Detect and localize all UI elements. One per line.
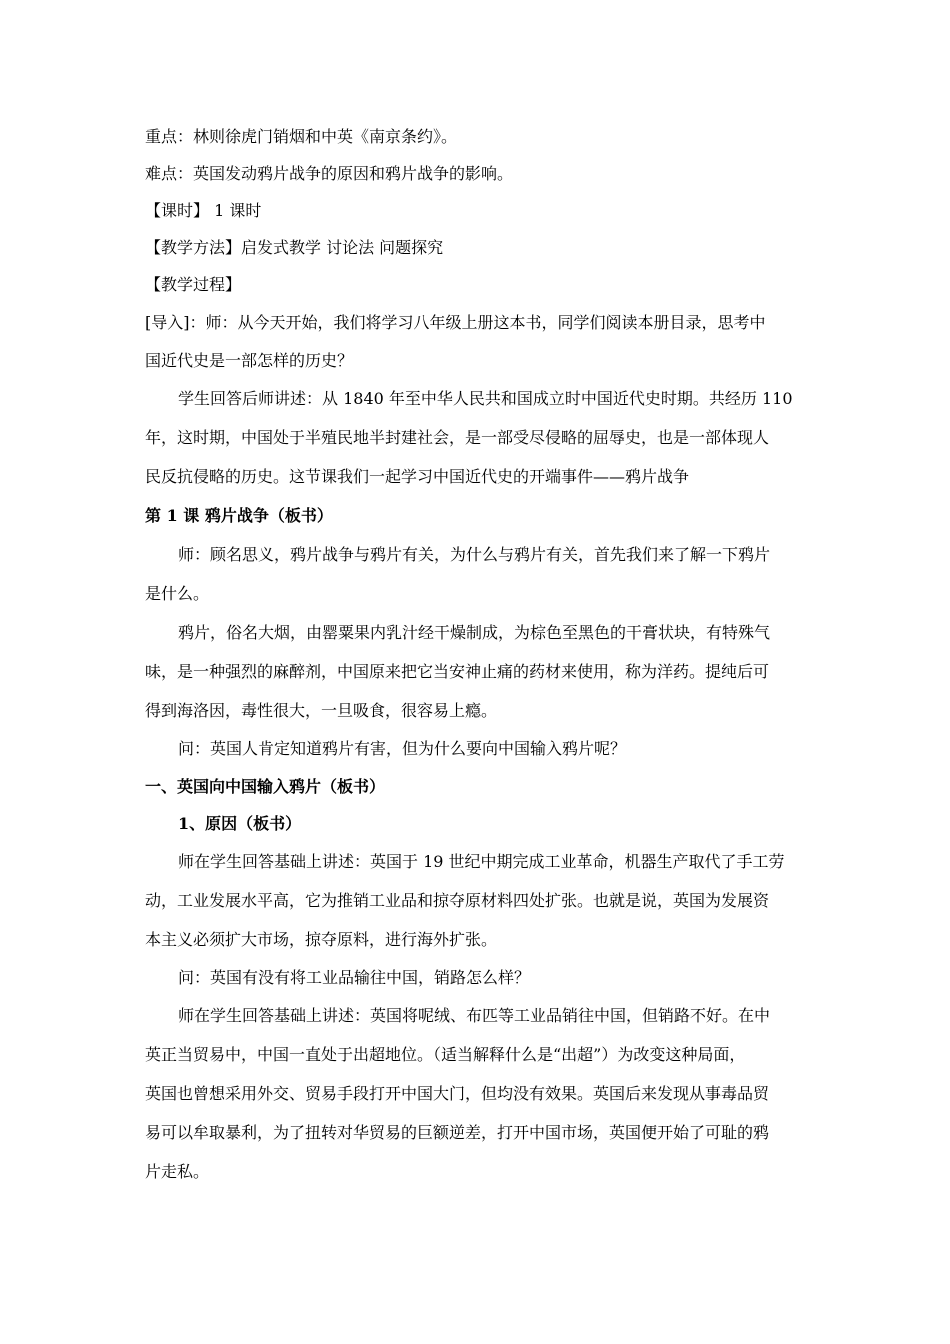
key-point-line: 重点：林则徐虎门销烟和中英《南京条约》。 (145, 127, 458, 146)
paragraph-line: 英正当贸易中，中国一直处于出超地位。（适当解释什么是“出超”）为改变这种局面， (145, 1045, 746, 1064)
teaching-method-line: 【教学方法】启发式教学 讨论法 问题探究 (145, 238, 444, 257)
paragraph-line: 鸦片，俗名大烟，由罂粟果内乳汁经干燥制成，为棕色至黑色的干膏状块，有特殊气 (178, 623, 771, 642)
subsection-heading: 1、原因（板书） (178, 814, 302, 833)
question-line: 问：英国人肯定知道鸦片有害，但为什么要向中国输入鸦片呢？ (178, 739, 627, 758)
section-heading: 一、英国向中国输入鸦片（板书） (145, 777, 386, 796)
paragraph-line: 年，这时期，中国处于半殖民地半封建社会，是一部受尽侵略的屈辱史，也是一部体现人 (145, 428, 770, 447)
paragraph-line: 民反抗侵略的历史。这节课我们一起学习中国近代史的开端事件——鸦片战争 (145, 467, 690, 486)
paragraph-line: 本主义必须扩大市场，掠夺原料，进行海外扩张。 (145, 930, 498, 949)
paragraph-line: 片走私。 (145, 1162, 210, 1181)
paragraph-line: 师在学生回答基础上讲述：英国于 19 世纪中期完成工业革命，机器生产取代了手工劳 (178, 852, 785, 871)
class-hours-line: 【课时】 1 课时 (145, 201, 262, 220)
paragraph-line: 味，是一种强烈的麻醉剂，中国原来把它当安神止痛的药材来使用，称为洋药。提纯后可 (145, 662, 770, 681)
teaching-process-heading: 【教学过程】 (145, 275, 242, 294)
paragraph-line: 英国也曾想采用外交、贸易手段打开中国大门，但均没有效果。英国后来发现从事毒品贸 (145, 1084, 770, 1103)
lesson-title: 第 1 课 鸦片战争（板书） (145, 506, 333, 525)
question-line: 问：英国有没有将工业品输往中国，销路怎么样？ (178, 968, 531, 987)
paragraph-line: 师在学生回答基础上讲述：英国将呢绒、布匹等工业品销往中国，但销路不好。在中 (178, 1006, 771, 1025)
paragraph-line: 国近代史是一部怎样的历史？ (145, 351, 354, 370)
paragraph-line: 师：顾名思义，鸦片战争与鸦片有关，为什么与鸦片有关，首先我们来了解一下鸦片 (178, 545, 771, 564)
difficult-point-line: 难点：英国发动鸦片战争的原因和鸦片战争的影响。 (145, 164, 514, 183)
paragraph-line: 学生回答后师讲述：从 1840 年至中华人民共和国成立时中国近代史时期。共经历 110 (178, 389, 793, 408)
paragraph-line: 得到海洛因，毒性很大，一旦吸食，很容易上瘾。 (145, 701, 498, 720)
paragraph-line: 易可以牟取暴利，为了扭转对华贸易的巨额逆差，打开中国市场，英国便开始了可耻的鸦 (145, 1123, 770, 1142)
paragraph-line: 动，工业发展水平高，它为推销工业品和掠夺原材料四处扩张。也就是说，英国为发展资 (145, 891, 770, 910)
paragraph-line: [导入]：师：从今天开始，我们将学习八年级上册这本书，同学们阅读本册目录，思考中 (145, 313, 766, 332)
paragraph-line: 是什么。 (145, 584, 210, 603)
